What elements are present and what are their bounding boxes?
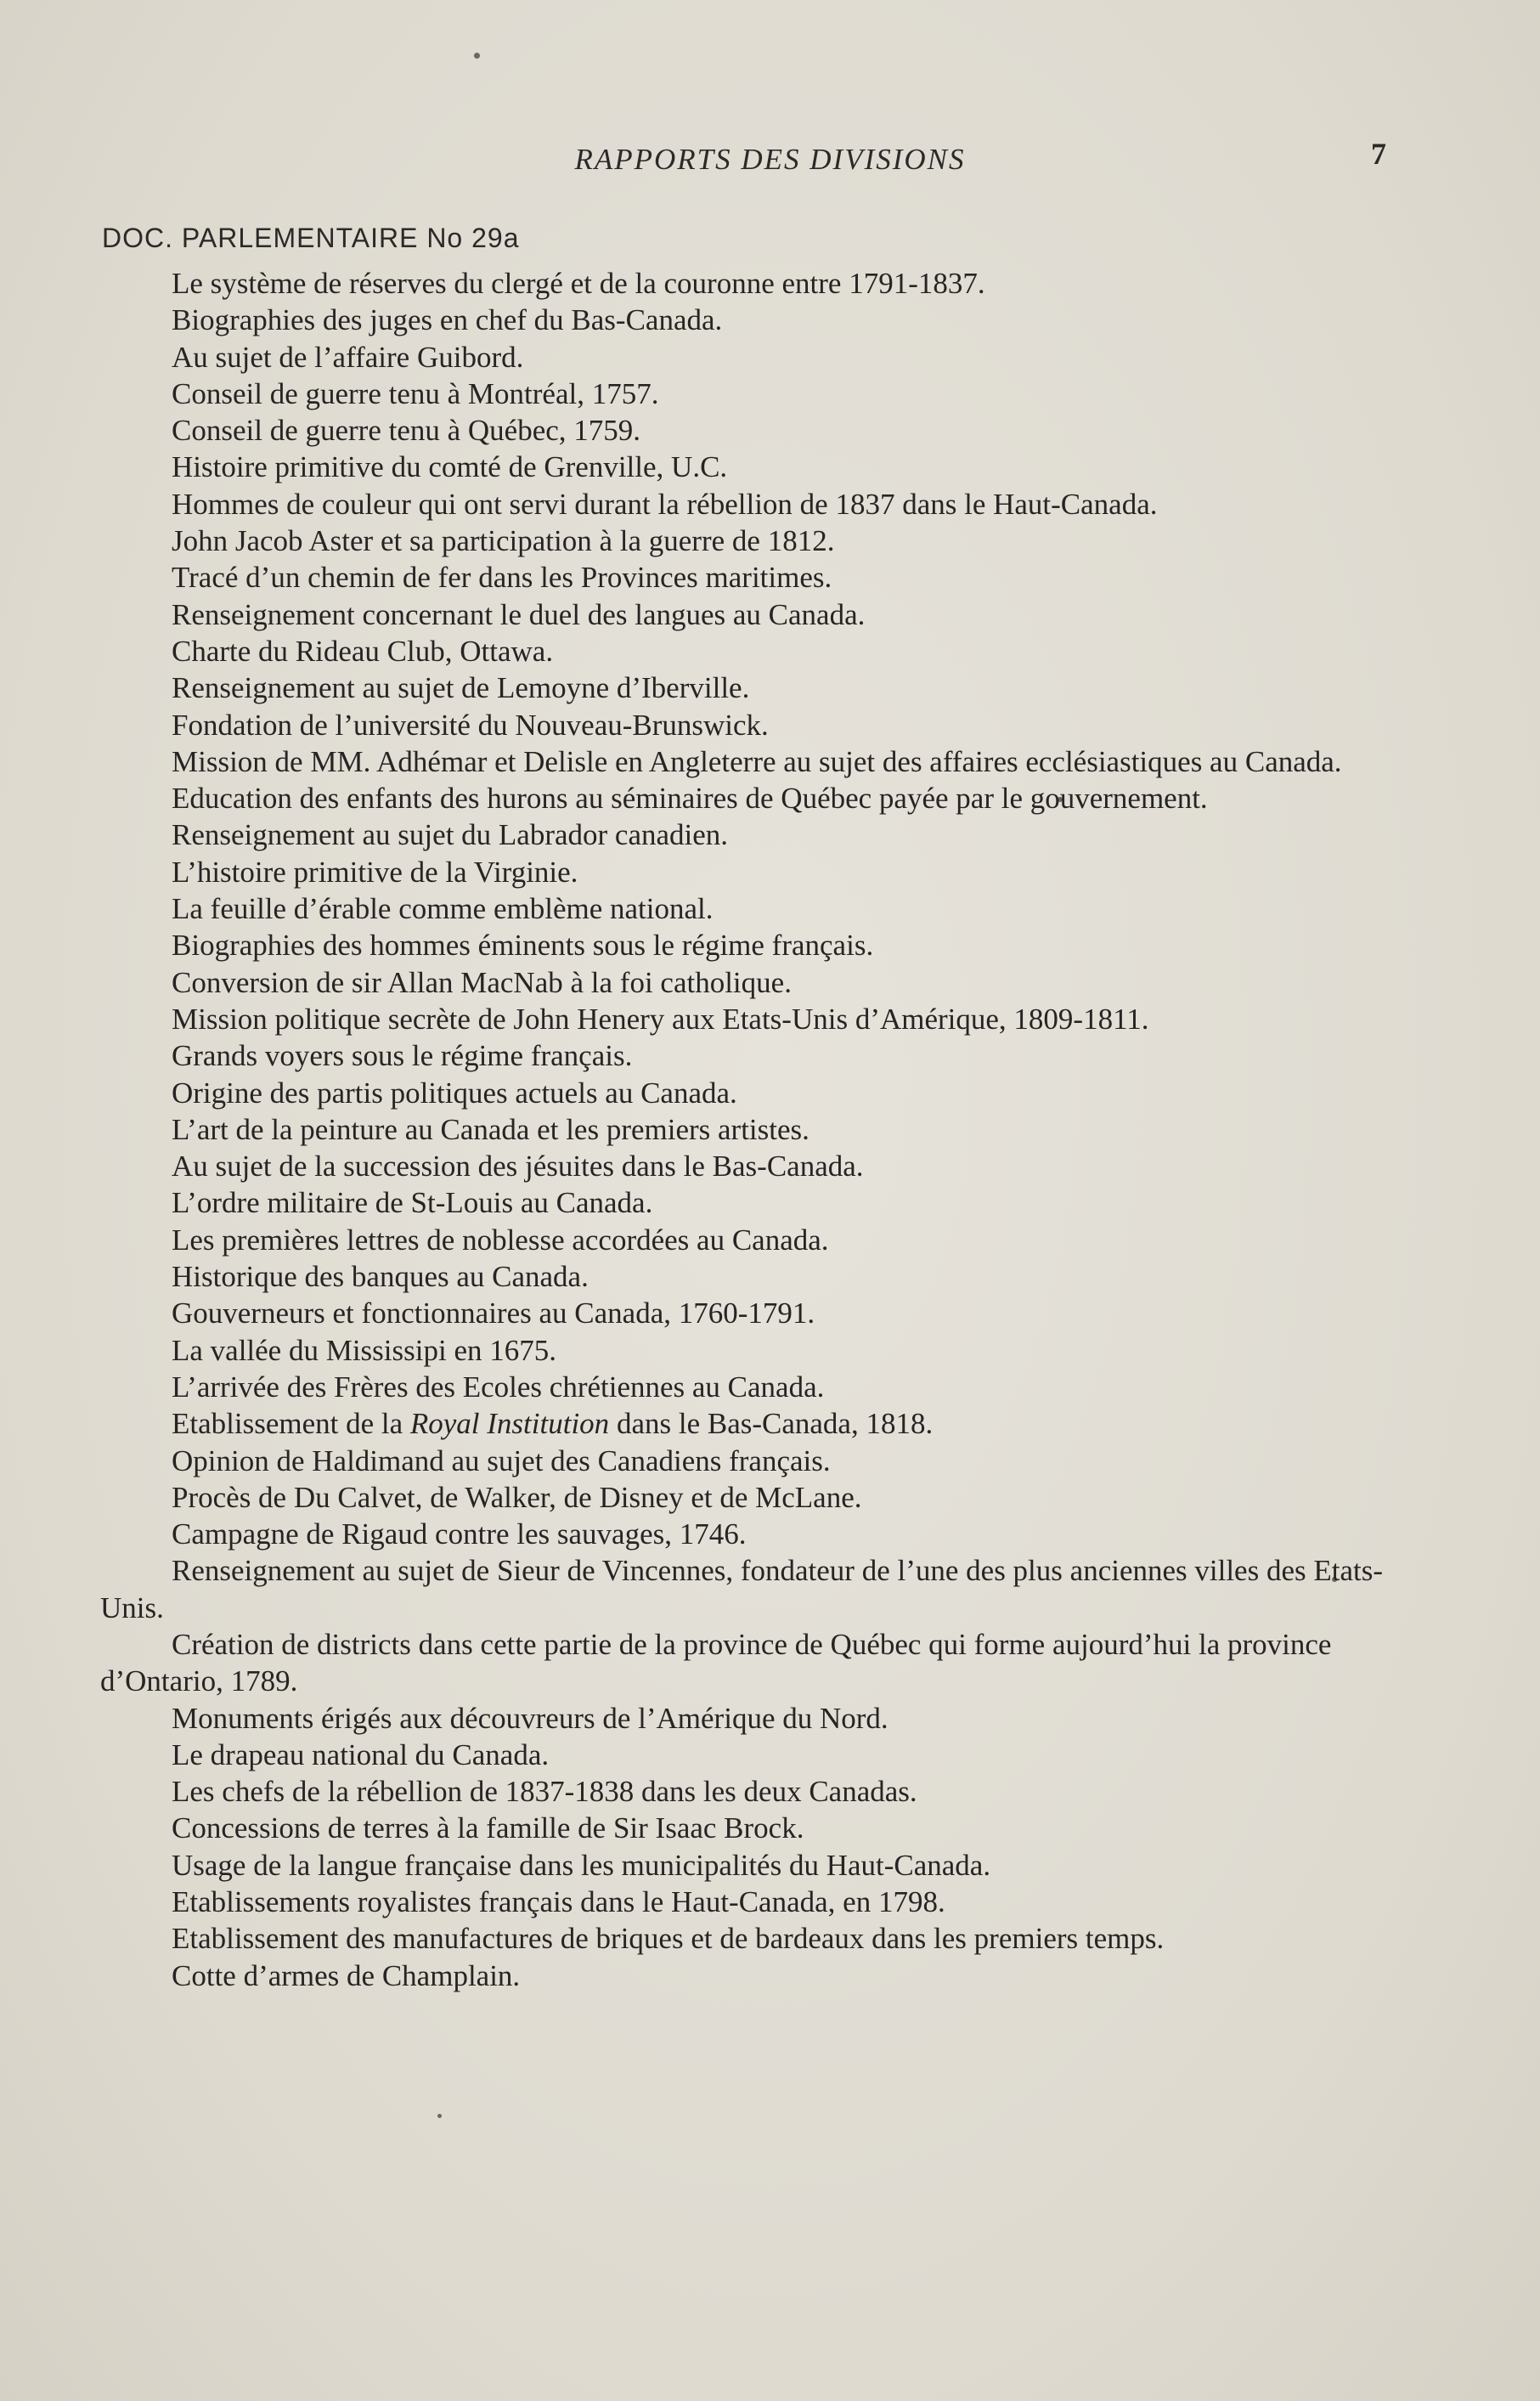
list-item: Education des enfants des hurons au séminaires de Québec payée par le gouvernement.	[172, 782, 1208, 816]
print-speck	[474, 53, 480, 59]
list-item: Origine des partis politiques actuels au Canada.	[172, 1076, 737, 1110]
list-item-text: Etablissement de la	[172, 1407, 410, 1441]
list-item: Mission politique secrète de John Henery aux Etats-Unis d’Amérique, 1809-1811.	[172, 1002, 1149, 1036]
list-item: John Jacob Aster et sa participation à la guerre de 1812.	[172, 524, 835, 558]
list-item: Histoire primitive du comté de Grenville, U.C.	[172, 450, 728, 484]
page-number: 7	[1371, 137, 1386, 171]
list-item: L’histoire primitive de la Virginie.	[172, 855, 578, 889]
list-item: Charte du Rideau Club, Ottawa.	[172, 634, 554, 668]
list-item: Etablissements royalistes français dans le Haut-Canada, en 1798.	[172, 1885, 945, 1919]
list-item: Les chefs de la rébellion de 1837-1838 dans les deux Canadas.	[172, 1775, 917, 1809]
list-item-italic-text: Royal Institution	[409, 1407, 610, 1441]
list-item: Biographies des hommes éminents sous le régime français.	[172, 929, 874, 963]
list-item: Renseignement au sujet de Lemoyne d’Iberville.	[172, 671, 750, 705]
list-item: Mission de MM. Adhémar et Delisle en Angleterre au sujet des affaires ecclésiastiques au Canada.	[172, 744, 1342, 778]
list-item: Gouverneurs et fonctionnaires au Canada, 1760-1791.	[172, 1297, 815, 1330]
list-item: Etablissement des manufactures de briques et de bardeaux dans les premiers temps.	[172, 1922, 1165, 1956]
document-label: DOC. PARLEMENTAIRE No 29a	[102, 223, 520, 253]
print-speck	[437, 2114, 442, 2118]
list-item: Le système de réserves du clergé et de la couronne entre 1791-1837.	[172, 267, 985, 300]
list-item: Conseil de guerre tenu à Québec, 1759.	[172, 414, 641, 448]
list-item: Cotte d’armes de Champlain.	[172, 1958, 521, 1992]
list-item: Procès de Du Calvet, de Walker, de Disney et de McLane.	[172, 1480, 862, 1514]
list-item	[100, 1405, 1417, 1442]
list-item: Fondation de l’université du Nouveau-Brunswick.	[172, 708, 769, 742]
list-item: Usage de la langue française dans les municipalités du Haut-Canada.	[172, 1848, 991, 1882]
list-item: Les premières lettres de noblesse accordées au Canada.	[172, 1223, 829, 1257]
list-item: Conversion de sir Allan MacNab à la foi catholique.	[172, 965, 792, 999]
list-item: Tracé d’un chemin de fer dans les Provinces maritimes.	[172, 561, 832, 595]
list-item: Monuments érigés aux découvreurs de l’Amérique du Nord.	[172, 1701, 888, 1735]
list-item: Au sujet de la succession des jésuites dans le Bas-Canada.	[172, 1150, 864, 1184]
list-item: Opinion de Haldimand au sujet des Canadiens français.	[172, 1443, 831, 1477]
list-item: Grands voyers sous le régime français.	[172, 1039, 633, 1073]
list-item: Biographies des juges en chef du Bas-Canada.	[172, 303, 723, 337]
list-item: L’art de la peinture au Canada et les premiers artistes.	[172, 1112, 809, 1146]
list-item: La vallée du Mississipi en 1675.	[172, 1333, 557, 1367]
list-item: L’arrivée des Frères des Ecoles chrétiennes au Canada.	[172, 1370, 825, 1404]
list-item: Le drapeau national du Canada.	[172, 1737, 550, 1771]
list-item: La feuille d’érable comme emblème national.	[172, 892, 714, 926]
running-head: RAPPORTS DES DIVISIONS	[574, 143, 966, 176]
list-item: Concessions de terres à la famille de Sir Isaac Brock.	[172, 1811, 804, 1845]
list-item: L’ordre militaire de St-Louis au Canada.	[172, 1186, 653, 1220]
list-item: Renseignement concernant le duel des langues au Canada.	[172, 597, 866, 631]
list-item: Renseignement au sujet du Labrador canadien.	[172, 818, 729, 852]
subject-list	[100, 265, 1417, 1994]
list-item: Historique des banques au Canada.	[172, 1260, 589, 1294]
list-item: Conseil de guerre tenu à Montréal, 1757.	[172, 376, 659, 410]
list-item: Renseignement au sujet de Sieur de Vincennes, fondateur de l’une des plus anciennes villes des Etats-Unis.	[100, 1554, 1384, 1624]
list-item: Hommes de couleur qui ont servi durant la rébellion de 1837 dans le Haut-Canada.	[172, 487, 1158, 521]
list-item: Au sujet de l’affaire Guibord.	[172, 340, 524, 374]
list-item: Création de districts dans cette partie de la province de Québec qui forme aujourd’hui la province d’Ontario, 1789.	[100, 1627, 1332, 1698]
list-item-text: dans le Bas-Canada, 1818.	[609, 1407, 934, 1441]
list-item: Campagne de Rigaud contre les sauvages, 1746.	[172, 1517, 747, 1551]
